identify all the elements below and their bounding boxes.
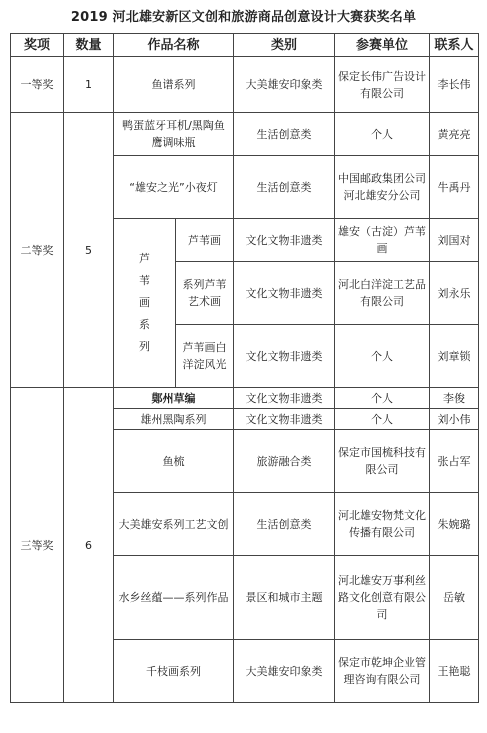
work-contact: 刘小伟 bbox=[430, 409, 479, 430]
page-title: 2019 河北雄安新区文创和旅游商品创意设计大赛获奖名单 bbox=[70, 10, 417, 25]
work-category: 景区和城市主题 bbox=[234, 556, 335, 640]
work-unit: 河北白洋淀工艺品有限公司 bbox=[335, 262, 430, 325]
work-contact: 刘国对 bbox=[430, 219, 479, 262]
work-unit: 个人 bbox=[335, 325, 430, 388]
work-unit: 保定市国梳科技有限公司 bbox=[335, 430, 430, 493]
award-label: 三等奖 bbox=[11, 388, 64, 703]
table-row bbox=[11, 113, 479, 156]
work-name: 鱼谱系列 bbox=[114, 57, 234, 113]
work-name: 鱼梳 bbox=[114, 430, 234, 493]
work-unit: 个人 bbox=[335, 388, 430, 409]
work-name: 大美雄安系列工艺文创 bbox=[114, 493, 234, 556]
award-count: 1 bbox=[64, 57, 114, 113]
header-work-name: 作品名称 bbox=[114, 34, 234, 57]
work-name: 系列芦苇艺术画 bbox=[176, 262, 234, 325]
work-contact: 李俊 bbox=[430, 388, 479, 409]
work-contact: 岳敏 bbox=[430, 556, 479, 640]
work-category: 文化文物非遗类 bbox=[234, 409, 335, 430]
work-category: 旅游融合类 bbox=[234, 430, 335, 493]
header-row bbox=[11, 34, 479, 57]
work-contact: 刘永乐 bbox=[430, 262, 479, 325]
work-name: 芦苇画白洋淀风光 bbox=[176, 325, 234, 388]
award-label: 一等奖 bbox=[11, 57, 64, 113]
work-category: 生活创意类 bbox=[234, 493, 335, 556]
work-contact: 李长伟 bbox=[430, 57, 479, 113]
header-unit: 参赛单位 bbox=[335, 34, 430, 57]
group-label-text: 芦苇画系列 bbox=[139, 252, 150, 353]
work-contact: 张占军 bbox=[430, 430, 479, 493]
work-contact: 王艳聪 bbox=[430, 640, 479, 703]
work-contact: 牛禹丹 bbox=[430, 156, 479, 219]
work-category: 文化文物非遗类 bbox=[234, 262, 335, 325]
work-name: 鄚州草编 bbox=[114, 388, 234, 409]
header-contact: 联系人 bbox=[430, 34, 479, 57]
work-unit: 河北雄安万事利丝路文化创意有限公司 bbox=[335, 556, 430, 640]
work-category: 文化文物非遗类 bbox=[234, 388, 335, 409]
work-unit: 保定市乾坤企业管理咨询有限公司 bbox=[335, 640, 430, 703]
work-category: 大美雄安印象类 bbox=[234, 57, 335, 113]
work-unit: 个人 bbox=[335, 113, 430, 156]
award-label: 二等奖 bbox=[11, 113, 64, 388]
work-category: 生活创意类 bbox=[234, 113, 335, 156]
work-unit: 雄安（古淀）芦苇画 bbox=[335, 219, 430, 262]
work-category: 大美雄安印象类 bbox=[234, 640, 335, 703]
work-name: 千枝画系列 bbox=[114, 640, 234, 703]
table-row bbox=[11, 57, 479, 113]
work-unit: 个人 bbox=[335, 409, 430, 430]
work-contact: 朱婉璐 bbox=[430, 493, 479, 556]
work-unit: 中国邮政集团公司河北雄安分公司 bbox=[335, 156, 430, 219]
award-count: 6 bbox=[64, 388, 114, 703]
group-label bbox=[114, 219, 176, 388]
award-count: 5 bbox=[64, 113, 114, 388]
work-contact: 黄亮亮 bbox=[430, 113, 479, 156]
award-table bbox=[10, 33, 479, 703]
work-name: 水乡丝蕴——系列作品 bbox=[114, 556, 234, 640]
header-category: 类别 bbox=[234, 34, 335, 57]
work-name: 雄州黑陶系列 bbox=[114, 409, 234, 430]
work-name: 鸭蛋蓝牙耳机/黑陶鱼鹰调味瓶 bbox=[114, 113, 234, 156]
work-unit: 保定长伟广告设计有限公司 bbox=[335, 57, 430, 113]
work-unit: 河北雄安物梵文化传播有限公司 bbox=[335, 493, 430, 556]
work-category: 文化文物非遗类 bbox=[234, 219, 335, 262]
work-category: 文化文物非遗类 bbox=[234, 325, 335, 388]
work-name: “雄安之光”小夜灯 bbox=[114, 156, 234, 219]
table-row bbox=[11, 388, 479, 409]
work-contact: 刘章锁 bbox=[430, 325, 479, 388]
work-category: 生活创意类 bbox=[234, 156, 335, 219]
work-name: 芦苇画 bbox=[176, 219, 234, 262]
header-count: 数量 bbox=[64, 34, 114, 57]
header-award: 奖项 bbox=[11, 34, 64, 57]
